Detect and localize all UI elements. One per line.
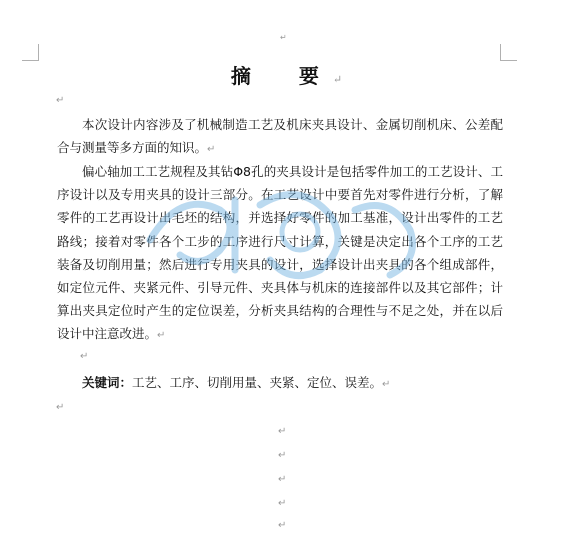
page-title	[0, 60, 573, 89]
title-paragraph-mark: ↵	[332, 73, 343, 86]
title-text: 摘 要	[230, 64, 333, 88]
header-paragraph-mark: ↵	[280, 33, 287, 42]
empty-line-mark: ↵	[80, 351, 89, 362]
abstract-paragraph-1	[57, 113, 503, 159]
empty-line-mark: ↵	[278, 498, 287, 509]
keywords-text: 工艺、工序、切削用量、夹紧、定位、误差。	[132, 375, 383, 390]
paragraph-2-mark: ↵	[157, 330, 166, 342]
empty-line-mark: ↵	[278, 520, 287, 531]
keywords-paragraph-mark: ↵	[382, 379, 391, 390]
empty-line-mark: ↵	[56, 402, 65, 413]
paragraph-2-text: 偏心轴加工工艺规程及其钻Φ8孔的夹具设计是包括零件加工的工艺设计、工序设计以及专用夹具的设计三部分。在工艺设计中要首先对零件进行分析，了解零件的工艺再设计出毛坯的结构，并选择好零件的加工基准，设计出零件的工艺路线；接着对零件各个工步的工序进行尺寸计算，关键是决定出各个工序的工艺装备及切削用量；然后进行专用夹具的设计，选择设计出夹具的各个组成部件，如定位元件、夹紧元件、引导元件、夹具体与机床的连接部件以及其它部件；计算出夹具定位时产生的定位误差，分析夹具结构的合理性与不足之处，并在以后设计中注意改进。	[57, 164, 503, 342]
top-right-corner-mark	[500, 44, 517, 61]
empty-line-mark: ↵	[278, 426, 287, 437]
empty-line-mark: ↵	[278, 450, 287, 461]
keywords-line	[57, 371, 503, 394]
abstract-paragraph-2	[57, 160, 503, 346]
keywords-label: 关键词：	[82, 375, 133, 390]
empty-line-mark: ↵	[56, 95, 65, 106]
paragraph-1-mark: ↵	[207, 144, 216, 156]
paragraph-1-text: 本次设计内容涉及了机械制造工艺及机床夹具设计、金属切削机床、公差配合与测量等多方面的知识。	[57, 117, 503, 156]
empty-line-mark: ↵	[278, 474, 287, 485]
top-left-corner-mark	[22, 44, 39, 61]
